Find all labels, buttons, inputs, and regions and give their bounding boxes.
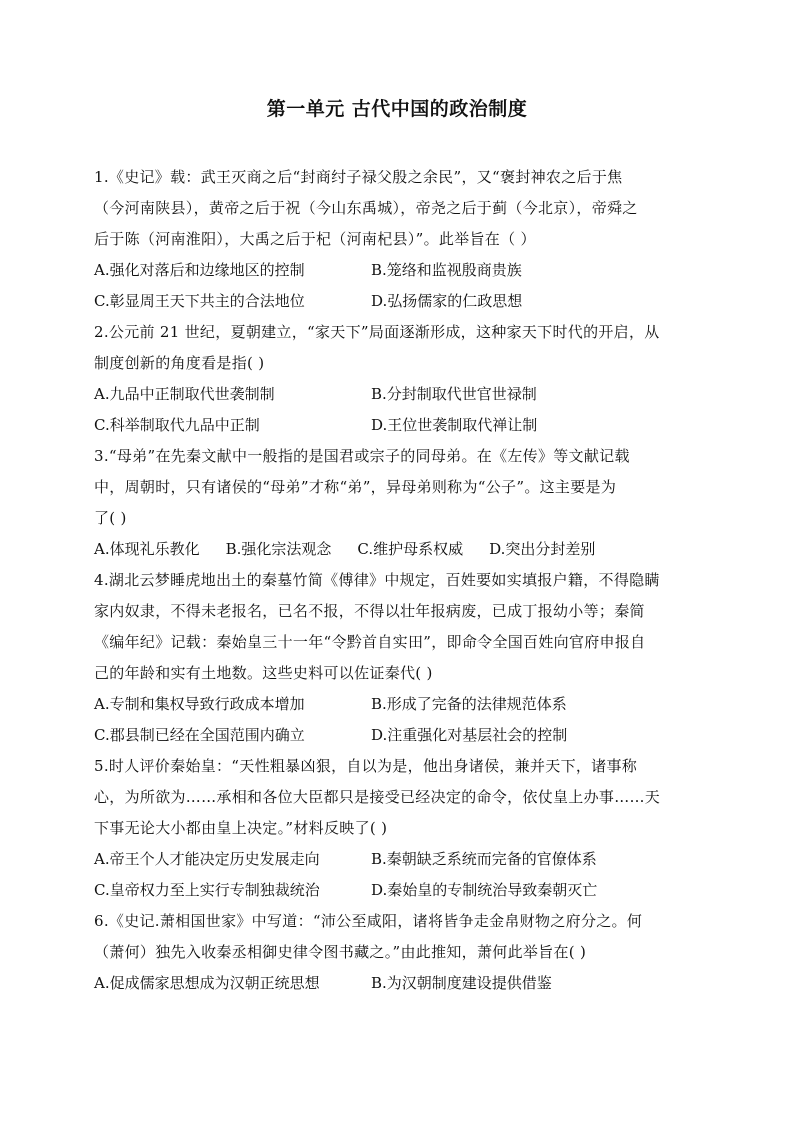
- option-row: [94, 968, 700, 999]
- option-d: D.秦始皇的专制统治导致秦朝灭亡: [371, 881, 598, 899]
- option-a: A.帝王个人才能决定历史发展走向: [94, 850, 320, 868]
- option-d: D.王位世袭制取代禅让制: [371, 416, 538, 434]
- question-stem-line: 3.“母弟”在先秦文献中一般指的是国君或宗子的同母弟。在《左传》等文献记载: [94, 447, 630, 465]
- question-stem-line: 制度创新的角度看是指( ): [94, 354, 265, 372]
- option-c: C.科举制取代九品中正制: [94, 416, 260, 434]
- option-row: [94, 689, 700, 720]
- option-b: B.笼络和监视殷商贵族: [371, 261, 522, 279]
- option-row: [94, 286, 700, 317]
- option-b: B.为汉朝制度建设提供借鉴: [371, 974, 552, 992]
- question-stem-line: 4.湖北云梦睡虎地出土的秦墓竹简《傅律》中规定，百姓要如实填报户籍，不得隐瞒: [94, 571, 660, 589]
- option-c: C.郡县制已经在全国范围内确立: [94, 726, 305, 744]
- option-c: C.维护母系权威: [357, 540, 464, 558]
- option-row: [94, 720, 700, 751]
- option-row: [94, 379, 700, 410]
- option-b: B.形成了完备的法律规范体系: [371, 695, 567, 713]
- question-stem-line: 1.《史记》载：武王灭商之后“封商纣子禄父殷之余民”，又“褒封神农之后于焦: [94, 168, 623, 186]
- option-a: A.强化对落后和边缘地区的控制: [94, 261, 305, 279]
- question-stem-line: （萧何）独先入收秦丞相御史律令图书藏之。”由此推知，萧何此举旨在( ): [94, 943, 587, 961]
- question-2: [94, 317, 700, 441]
- question-6: [94, 906, 700, 999]
- question-stem-line: 家内奴隶，不得未老报名，已名不报，不得以壮年报病废，已成丁报幼小等；秦简: [94, 602, 645, 620]
- option-a: A.体现礼乐教化: [94, 540, 200, 558]
- option-row: [94, 534, 700, 565]
- option-d: D.弘扬儒家的仁政思想: [371, 292, 523, 310]
- page-title: 第一单元 古代中国的政治制度: [266, 98, 528, 120]
- option-c: C.彰显周王天下共主的合法地位: [94, 292, 305, 310]
- option-a: A.九品中正制取代世袭制制: [94, 385, 275, 403]
- option-d: D.突出分封差别: [489, 540, 596, 558]
- question-stem-line: 中，周朝时，只有诸侯的“母弟”才称“弟”，异母弟则称为“公子”。这主要是为: [94, 478, 617, 496]
- question-stem-line: 6.《史记.萧相国世家》中写道：“沛公至咸阳，诸将皆争走金帛财物之府分之。何: [94, 912, 643, 930]
- question-stem-line: 下事无论大小都由皇上决定。”材料反映了( ): [94, 819, 388, 837]
- question-stem-line: 心，为所欲为……承相和各位大臣都只是接受已经决定的命令，依仗皇上办事……天: [94, 788, 661, 806]
- option-a: A.促成儒家思想成为汉朝正统思想: [94, 974, 320, 992]
- option-b: B.秦朝缺乏系统而完备的官僚体系: [371, 850, 597, 868]
- question-stem-line: （今河南陕县），黄帝之后于祝（今山东禹城），帝尧之后于蓟（今北京），帝舜之: [94, 199, 638, 217]
- question-stem-line: 2.公元前 21 世纪，夏朝建立，“家天下”局面逐渐形成，这种家天下时代的开启，从: [94, 323, 660, 341]
- question-stem-line: 《编年纪》记载：秦始皇三十一年“令黔首自实田”，即命令全国百姓向官府申报自: [94, 633, 646, 651]
- question-stem-line: 后于陈（河南淮阳），大禹之后于杞（河南杞县）”。此举旨在（ ）: [94, 230, 536, 248]
- question-4: [94, 565, 700, 751]
- option-b: B.强化宗法观念: [225, 540, 332, 558]
- question-stem-line: 5.时人评价秦始皇：“天性粗暴凶狠，自以为是，他出身诸侯，兼并天下，诸事称: [94, 757, 638, 775]
- question-stem-line: 了( ): [94, 509, 127, 527]
- option-row: [94, 875, 700, 906]
- question-list: [94, 162, 700, 999]
- question-stem-line: 己的年龄和实有土地数。这些史料可以佐证秦代( ): [94, 664, 433, 682]
- option-a: A.专制和集权导致行政成本增加: [94, 695, 305, 713]
- option-row: [94, 255, 700, 286]
- question-5: [94, 751, 700, 906]
- question-3: [94, 441, 700, 565]
- option-b: B.分封制取代世官世禄制: [371, 385, 537, 403]
- option-d: D.注重强化对基层社会的控制: [371, 726, 568, 744]
- option-row: [94, 844, 700, 875]
- question-1: [94, 162, 700, 317]
- option-row: [94, 410, 700, 441]
- option-c: C.皇帝权力至上实行专制独裁统治: [94, 881, 320, 899]
